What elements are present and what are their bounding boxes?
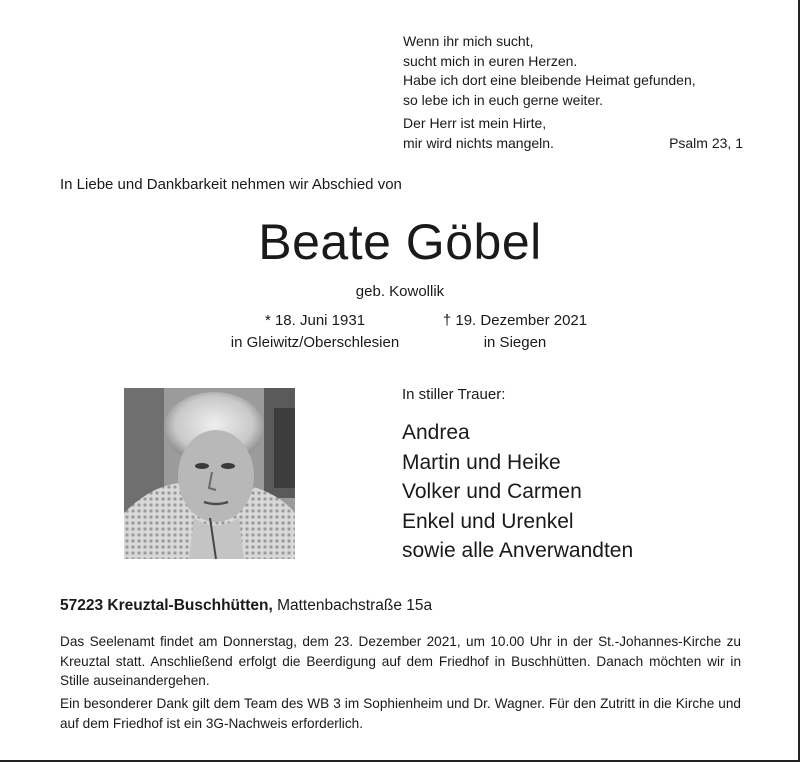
address — [60, 597, 432, 615]
mourner: Andrea — [402, 421, 470, 444]
death-info — [420, 310, 610, 354]
mourners-list — [402, 418, 633, 566]
mourner: Martin und Heike — [402, 450, 561, 474]
service-notice: Das Seelenamt findet am Donnerstag, dem 23. Dezember 2021, um 10.00 Uhr in der St.-Johannes-Kirche zu Kreuztal statt. Anschließend erfolgt die Beerdigung auf dem Friedhof in Buschhütten. Danach möchten wir in Stille auseinandergehen. — [60, 634, 741, 688]
address-street: Mattenbachstraße 15a — [277, 597, 433, 614]
psalm-reference: Psalm 23, 1 — [669, 134, 743, 151]
mourner: Enkel und Urenkel — [402, 509, 574, 533]
mourner: Volker und Carmen — [402, 480, 582, 503]
psalm-line: mir wird nichts mangeln. — [403, 134, 554, 151]
birth-date: * 18. Juni 1931 — [264, 312, 366, 329]
poem-line: Habe ich dort eine bleibende Heimat gefunden, — [403, 72, 696, 88]
death-date: † 19. Dezember 2021 — [442, 312, 588, 329]
birth-info — [200, 310, 430, 354]
thanks-notice: Ein besonderer Dank gilt dem Team des WB 3 im Sophienheim und Dr. Wagner. Für den Zutritt in die Kirche und auf dem Friedhof ist ein 3G-Nachweis erforderlich. — [60, 696, 741, 731]
address-city: 57223 Kreuztal-Buschhütten, — [60, 597, 273, 614]
psalm-quote — [403, 114, 743, 153]
intro-text: In Liebe und Dankbarkeit nehmen wir Abschied von — [60, 176, 402, 193]
birth-place: in Gleiwitz/Oberschlesien — [230, 334, 400, 351]
poem-line: Wenn ihr mich sucht, — [403, 33, 534, 49]
mourning-label: In stiller Trauer: — [402, 386, 506, 403]
mourner: sowie alle Anverwandten — [402, 539, 634, 562]
birth-name: geb. Kowollik — [355, 283, 445, 300]
deceased-name: Beate Göbel — [258, 214, 542, 270]
psalm-line: Der Herr ist mein Hirte, — [403, 115, 547, 131]
poem-line: so lebe ich in euch gerne weiter. — [403, 91, 604, 108]
poem-line: sucht mich in euren Herzen. — [403, 52, 578, 69]
portrait-photo — [124, 388, 295, 559]
death-place: in Siegen — [483, 334, 547, 351]
poem — [403, 32, 696, 110]
